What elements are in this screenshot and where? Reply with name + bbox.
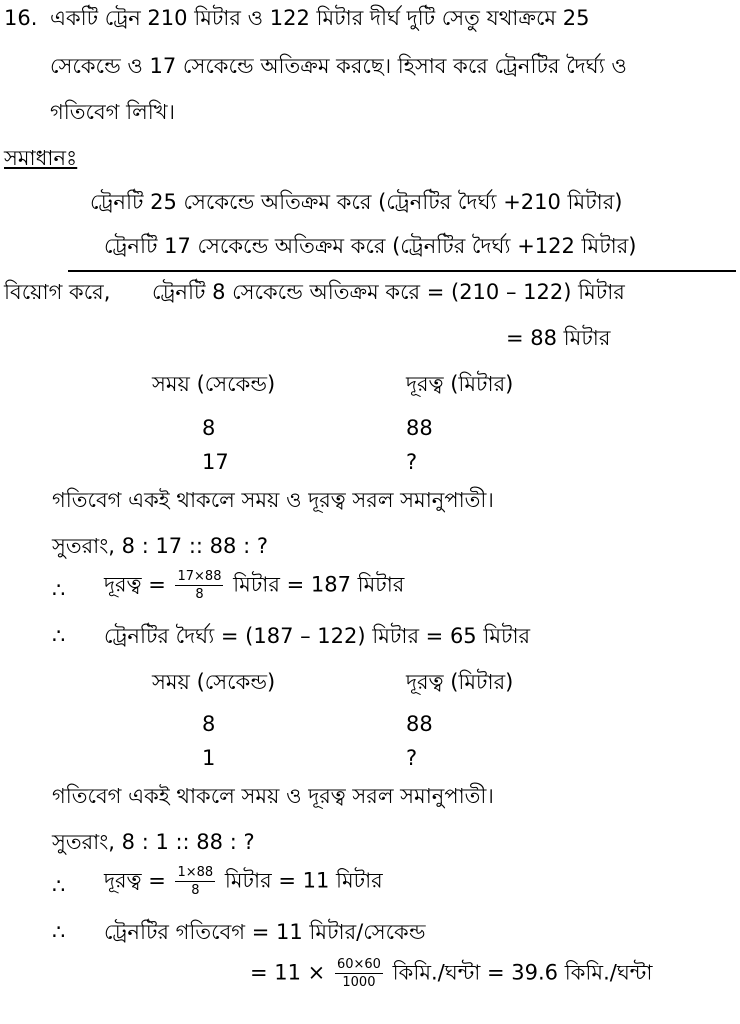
subtract-label: বিয়োগ করে, — [4, 280, 111, 304]
table2-r1-time: 8 — [202, 712, 216, 736]
statement-2: ট্রেনটি 17 সেকেন্ডে অতিক্রম করে (ট্রেনটির দৈর্ঘ্য +122 মিটার) — [104, 234, 637, 258]
proportion-note-1: গতিবেগ একই থাকলে সময় ও দূরত্ব সরল সমানুপাতী। — [52, 488, 494, 512]
therefore-symbol: ∴ — [52, 920, 66, 944]
subtract-value: = 88 মিটার — [506, 326, 611, 350]
fraction-denominator: 1000 — [342, 975, 376, 990]
problem-number: 16. — [4, 6, 38, 30]
therefore-symbol: ∴ — [52, 578, 66, 602]
fraction-numerator: 60×60 — [336, 957, 381, 972]
table1-r2-time: 17 — [202, 450, 229, 474]
table2-header-time: সময় (সেকেন্ড) — [152, 670, 276, 694]
solution-heading: সমাধানঃ — [4, 146, 78, 170]
proportion-note-2: গতিবেগ একই থাকলে সময় ও দূরত্ব সরল সমানুপাতী। — [52, 784, 494, 808]
table1-header-distance: দূরত্ব (মিটার) — [406, 372, 514, 396]
conversion-fraction — [335, 958, 383, 989]
subtract-result: ট্রেনটি 8 সেকেন্ডে অতিক্রম করে = (210 – 122) মিটার — [152, 280, 625, 304]
distance-label: দূরত্ব = — [104, 868, 166, 893]
table1-header-time: সময় (সেকেন্ড) — [152, 372, 276, 396]
distance-fraction-1 — [175, 570, 223, 601]
subtraction-rule — [68, 270, 736, 272]
speed-result: ট্রেনটির গতিবেগ = 11 মিটার/সেকেন্ড — [104, 920, 426, 944]
conversion-prefix: = 11 × — [250, 960, 326, 985]
ratio-2: সুতরাং, 8 : 1 :: 88 : ? — [52, 830, 255, 854]
table1-r2-distance: ? — [406, 450, 418, 474]
distance-formula-2 — [104, 866, 383, 897]
fraction-denominator: 8 — [195, 587, 204, 602]
problem-line-3: গতিবেগ লিখি। — [50, 100, 176, 124]
conversion-result: কিমি./ঘন্টা = 39.6 কিমি./ঘন্টা — [392, 960, 653, 985]
fraction-numerator: 1×88 — [177, 865, 214, 880]
table2-r1-distance: 88 — [406, 712, 433, 736]
distance-fraction-2 — [175, 866, 215, 897]
statement-1: ট্রেনটি 25 সেকেন্ডে অতিক্রম করে (ট্রেনটির দৈর্ঘ্য +210 মিটার) — [90, 190, 623, 214]
therefore-symbol: ∴ — [52, 874, 66, 898]
problem-line-2: সেকেন্ডে ও 17 সেকেন্ডে অতিক্রম করছে। হিসাব করে ট্রেনটির দৈর্ঘ্য ও — [50, 54, 627, 78]
table1-r1-time: 8 — [202, 416, 216, 440]
distance-result-1: মিটার = 187 মিটার — [233, 572, 405, 597]
therefore-symbol: ∴ — [52, 624, 66, 648]
ratio-1: সুতরাং, 8 : 17 :: 88 : ? — [52, 534, 268, 558]
table1-r1-distance: 88 — [406, 416, 433, 440]
distance-label: দূরত্ব = — [104, 572, 166, 597]
fraction-numerator: 17×88 — [177, 569, 222, 584]
distance-formula-1 — [104, 570, 404, 601]
length-result: ট্রেনটির দৈর্ঘ্য = (187 – 122) মিটার = 65 মিটার — [104, 624, 531, 648]
fraction-denominator: 8 — [191, 883, 200, 898]
problem-line-1: একটি ট্রেন 210 মিটার ও 122 মিটার দীর্ঘ দুটি সেতু যথাক্রমে 25 — [50, 6, 590, 30]
table2-header-distance: দূরত্ব (মিটার) — [406, 670, 514, 694]
table2-r2-distance: ? — [406, 746, 418, 770]
speed-conversion — [250, 958, 652, 989]
table2-r2-time: 1 — [202, 746, 216, 770]
distance-result-2: মিটার = 11 মিটার — [224, 868, 383, 893]
